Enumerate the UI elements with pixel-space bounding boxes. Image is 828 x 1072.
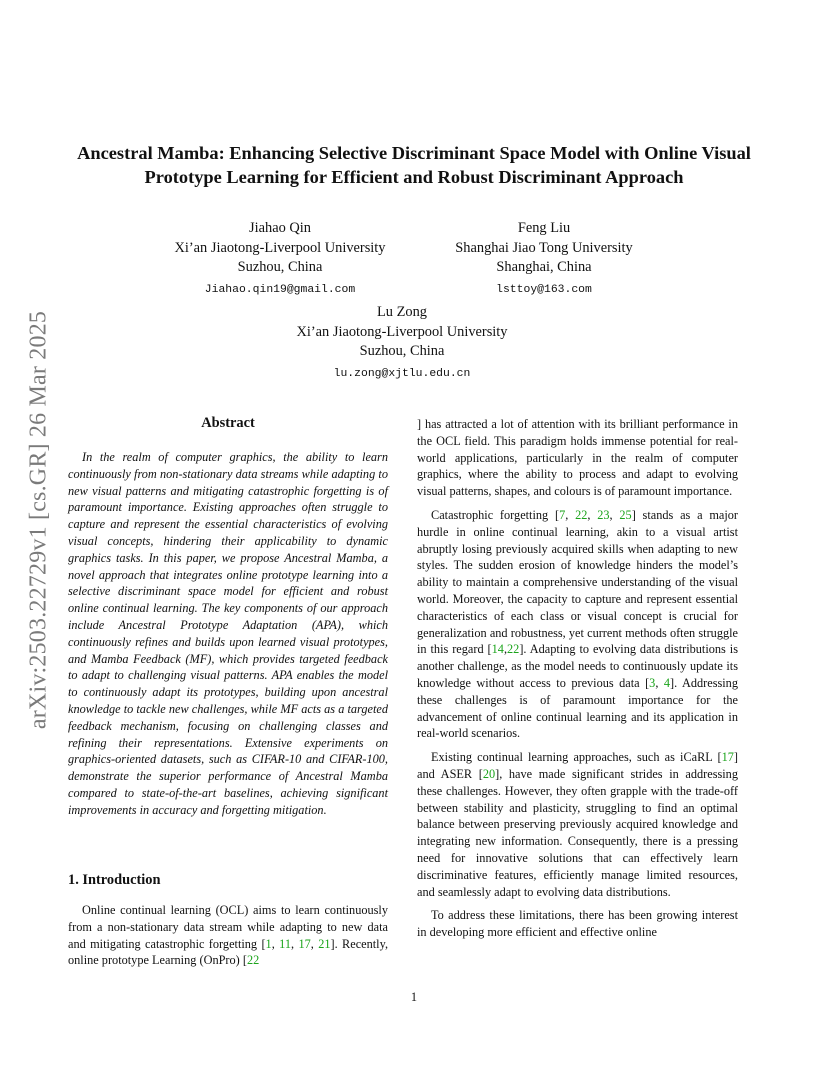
citation-link[interactable]: 1 xyxy=(265,936,272,951)
intro-paragraph-1-start: Online continual learning (OCL) aims to learn continuously from a non-stationary data stream while adapting to new data and mitigating catastrophic forgetting [1, 11, 17, 21]. Recently, online prototype Learning (OnPro) [22 xyxy=(68,903,389,968)
abstract-heading: Abstract xyxy=(201,415,255,431)
author-affiliation: Xi’an Jiaotong-Liverpool University xyxy=(296,323,508,340)
arxiv-identifier: arXiv:2503.22729v1 [cs.GR] 26 Mar 2025 xyxy=(25,310,52,730)
author-block-3 xyxy=(252,303,552,384)
citation-link[interactable]: 22 xyxy=(246,953,260,968)
author-location: Shanghai, China xyxy=(496,259,592,276)
citation-link[interactable]: 21 xyxy=(318,936,331,951)
author-block-2 xyxy=(394,219,694,300)
citation-link[interactable]: 23 xyxy=(597,507,610,522)
author-affiliation: Xi’an Jiaotong-Liverpool University xyxy=(174,239,386,256)
citation-link[interactable]: 14 xyxy=(491,642,504,657)
citation-link[interactable]: 22 xyxy=(575,507,588,522)
author-email[interactable]: lu.zong@xjtlu.edu.cn xyxy=(333,367,471,380)
citation-link[interactable]: 22 xyxy=(507,642,520,657)
intro-paragraph-2: Catastrophic forgetting [7, 22, 23, 25] stands as a major hurdle in online continual learning, akin to a visual artist abruptly losing previously acquired skills when adapting to new styles. The sudden erosion of knowledge hinders the model’s ability to maintain a comprehensive understanding of the visual world. Moreover, the capacity to capture and represent essential characteristics of each class or visual concept is crucial for generalization and robustness, yet current methods often struggle in this regard [14,22]. Adapting to evolving data distributions is another challenge, as the model needs to continuously update its knowledge without access to previous data [3, 4]. Addressing these challenges is of paramount importance for the advancement of online continual learning and its application in real-world scenarios. xyxy=(417,507,738,741)
citation-link[interactable]: 4 xyxy=(663,675,671,690)
author-name: Lu Zong xyxy=(377,304,427,320)
author-location: Suzhou, China xyxy=(359,343,445,360)
author-name: Jiahao Qin xyxy=(249,220,311,236)
intro-text: ]. Recently, online prototype Learning (OnPro) [ xyxy=(68,936,389,968)
intro-paragraph-3: Existing continual learning approaches, such as iCaRL [17] and ASER [20], have made significant strides in addressing these challenges. However, they often grapple with the trade-off between stability and plasticity, struggling to find an optimal balance between preserving previously acquired knowledge and integrating new information. Consequently, there is a pressing need for innovative solutions that can effectively learn discriminative features, efficiently manage limited resources, and seamlessly adapt to evolving data distributions. xyxy=(417,750,738,899)
author-location: Suzhou, China xyxy=(237,259,323,276)
author-email[interactable]: Jiahao.qin19@gmail.com xyxy=(204,283,356,296)
author-email[interactable]: lsttoy@163.com xyxy=(496,283,592,296)
arxiv-sidebar xyxy=(26,280,52,760)
citation-link[interactable]: 20 xyxy=(482,766,496,781)
right-column xyxy=(417,416,738,948)
citation-link[interactable]: 25 xyxy=(619,507,632,522)
intro-text: Online continual learning (OCL) aims to learn continuously from a non-stationary data stream while adapting to new data and mitigating catastrophic forgetting [ xyxy=(68,903,388,951)
intro-paragraph-4: To address these limitations, there has been growing interest in developing more efficient and effective online xyxy=(417,908,738,940)
citation-link[interactable]: 3 xyxy=(649,675,656,690)
paper-title: Ancestral Mamba: Enhancing Selective Discriminant Space Model with Online Visual Prototype Learning for Efficient and Robust Discriminant Approach xyxy=(77,143,751,187)
author-block-1 xyxy=(130,219,430,300)
section-heading-introduction: 1. Introduction xyxy=(68,872,161,888)
citation-link[interactable]: 11 xyxy=(279,936,291,951)
intro-paragraph-1-continued: ] has attracted a lot of attention with its brilliant performance in the OCL field. This paradigm holds immense potential for real-world applications, particularly in the realm of computer graphics, where the ability to process and adapt to evolving visual patterns, shapes, and colours is of paramount importance. xyxy=(417,417,738,499)
author-name: Feng Liu xyxy=(517,220,571,236)
citation-link[interactable]: 17 xyxy=(721,750,734,765)
citation-link[interactable]: 17 xyxy=(298,936,311,951)
citation-link[interactable]: 7 xyxy=(559,507,566,522)
abstract-text: In the realm of computer graphics, the ability to learn continuously from non-stationary data streams while adapting to new visual patterns and mitigating catastrophic forgetting is of paramount importance. Existing approaches often struggle to capture and represent the essential characteristics of evolving visual concepts, hindering their applicability to dynamic graphics tasks. In this paper, we propose Ancestral Mamba, a novel approach that integrates online prototype learning into a selective discriminant space model for efficient and robust online continual learning. The key components of our approach include Ancestral Prototype Adaptation (APA), which continuously refines and builds upon learned visual prototypes, and Mamba Feedback (MF), which provides targeted feedback to adapt to challenging visual patterns. APA enables the model to continuously adapt its prototypes, building upon ancestral knowledge to tackle new challenges, while MF acts as a targeted feedback mechanism, focusing on challenging classes and refining their representations. Extensive experiments on graphics-oriented datasets, such as CIFAR-10 and CIFAR-100, demonstrate the superior performance of Ancestral Mamba compared to state-of-the-art baselines, achieving significant improvements in accuracy and forgetting mitigation. xyxy=(68,450,388,817)
abstract-body xyxy=(68,449,388,819)
page-number: 1 xyxy=(410,990,418,1004)
author-affiliation: Shanghai Jiao Tong University xyxy=(455,239,633,256)
